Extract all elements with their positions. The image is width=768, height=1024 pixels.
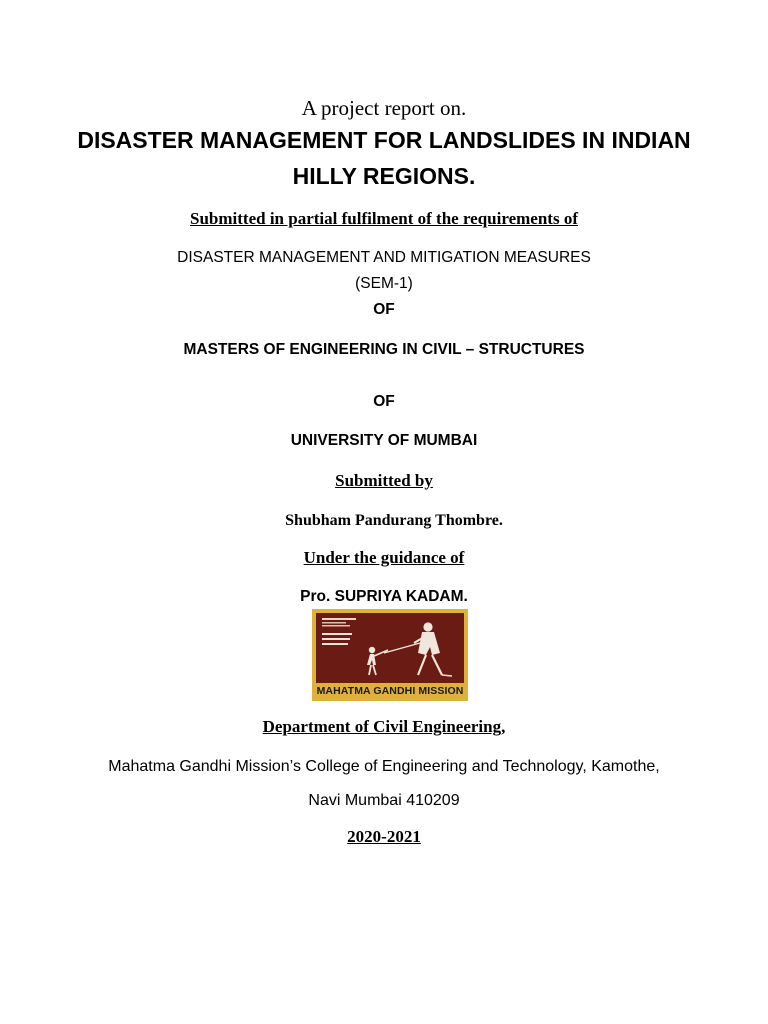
college-city: Navi Mumbai 410209 bbox=[308, 792, 460, 809]
academic-year: 2020-2021 bbox=[347, 827, 421, 846]
submitted-for-heading: Submitted in partial fulfilment of the requirements of bbox=[190, 209, 578, 228]
student-name: Shubham Pandurang Thombre. bbox=[285, 512, 503, 529]
report-title-line-2: HILLY REGIONS. bbox=[292, 163, 476, 189]
of-connector: OF bbox=[373, 301, 395, 318]
semester: (SEM-1) bbox=[355, 275, 413, 292]
of-connector: OF bbox=[373, 393, 395, 410]
submitted-by-heading: Submitted by bbox=[335, 471, 433, 490]
guide-name: Pro. SUPRIYA KADAM. bbox=[300, 588, 468, 605]
course-name: DISASTER MANAGEMENT AND MITIGATION MEASURES bbox=[177, 249, 591, 266]
department-name: Department of Civil Engineering, bbox=[262, 717, 506, 736]
report-title-line-1: DISASTER MANAGEMENT FOR LANDSLIDES IN INDIAN bbox=[77, 127, 691, 153]
logo-emblem bbox=[316, 613, 464, 683]
guidance-heading: Under the guidance of bbox=[303, 548, 465, 567]
institution-logo bbox=[312, 609, 468, 701]
university-name: UNIVERSITY OF MUMBAI bbox=[290, 432, 478, 449]
report-intro: A project report on. bbox=[301, 96, 467, 120]
program-name: MASTERS OF ENGINEERING IN CIVIL – STRUCTURES bbox=[183, 341, 585, 358]
gandhi-walking-with-child-emblem-icon bbox=[316, 613, 464, 683]
college-name: Mahatma Gandhi Mission’s College of Engineering and Technology, Kamothe, bbox=[108, 758, 660, 775]
logo-caption: MAHATMA GANDHI MISSION bbox=[316, 685, 464, 697]
